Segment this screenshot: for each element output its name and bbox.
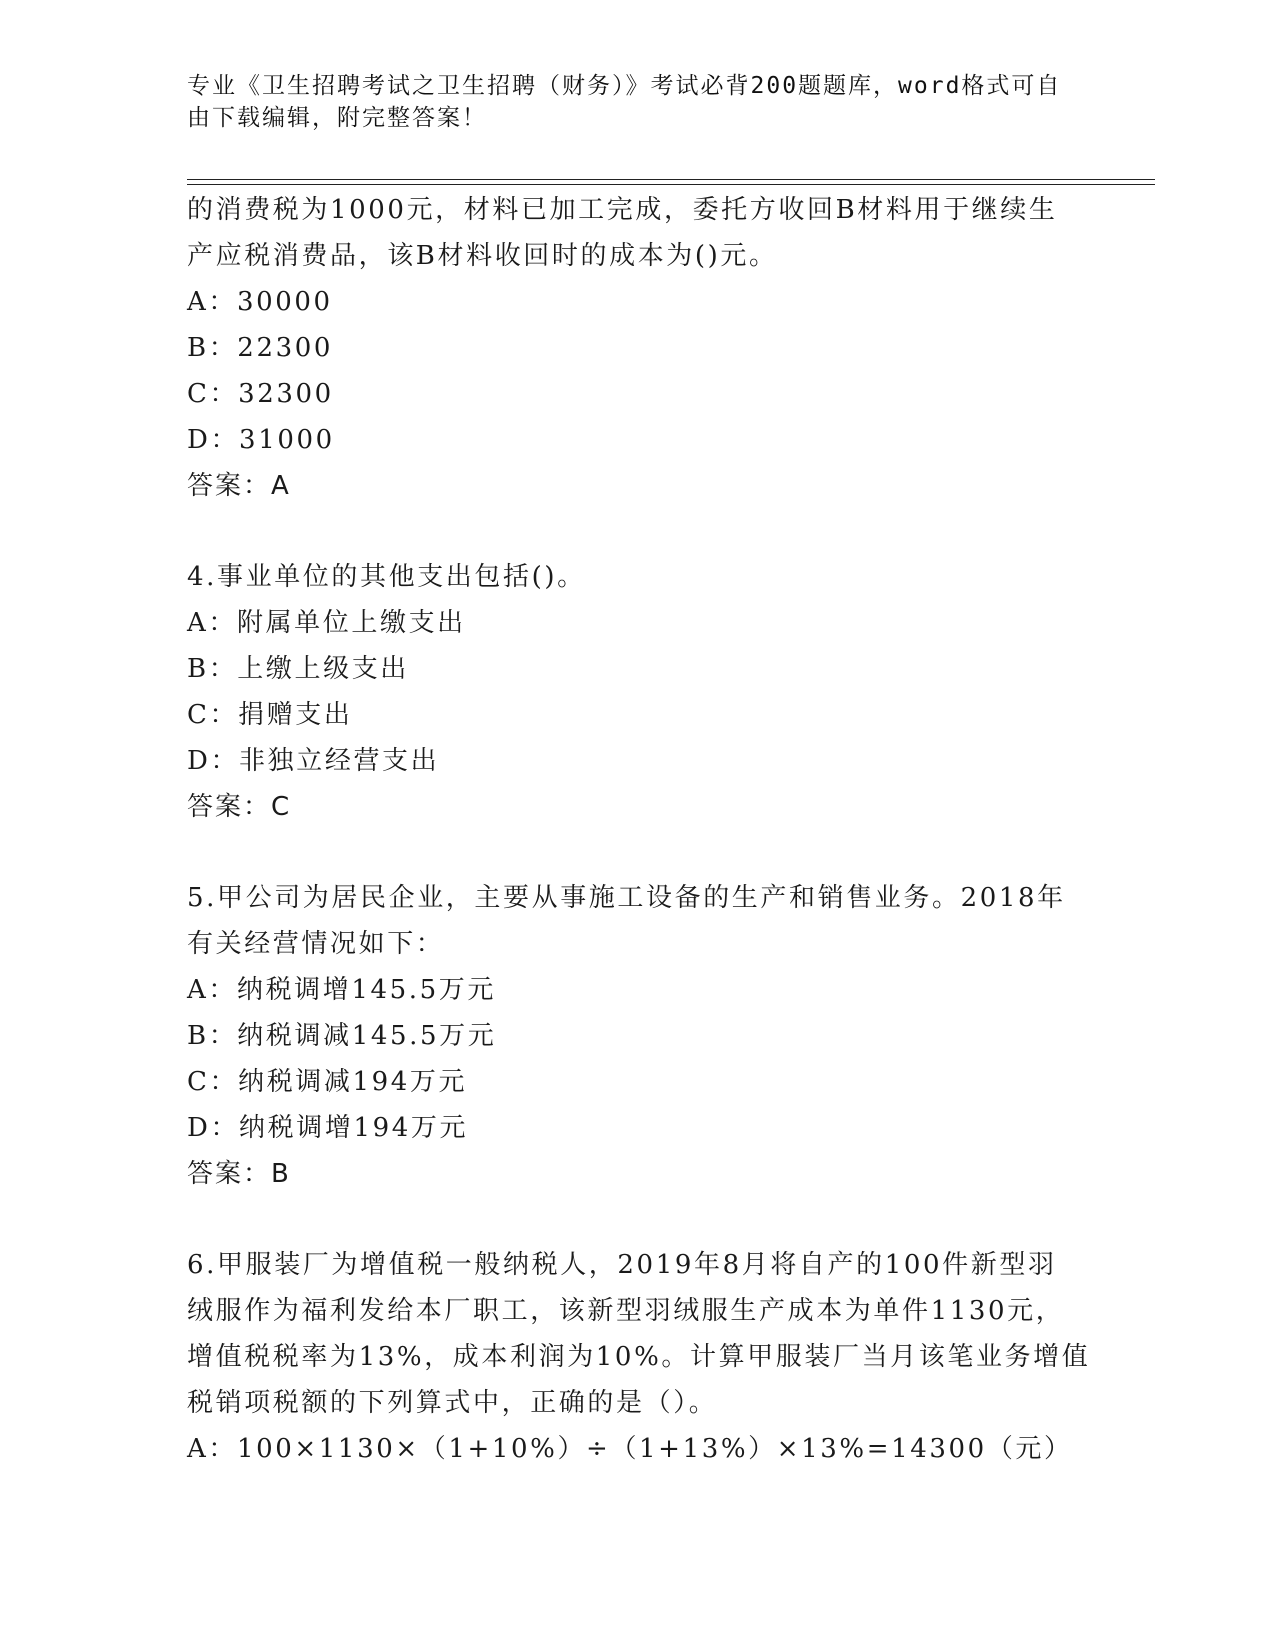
option-d: D：31000: [187, 425, 335, 455]
question-text: 税销项税额的下列算式中，正确的是（）。: [187, 1388, 718, 1418]
question-text: 的消费税为1000元，材料已加工完成，委托方收回B材料用于继续生: [187, 195, 1058, 225]
question-spacer: [187, 509, 1087, 554]
question-4: [187, 554, 1087, 830]
question-text: 绒服作为福利发给本厂职工，该新型羽绒服生产成本为单件1130元，: [187, 1296, 1065, 1326]
option-c: C：捐赠支出: [187, 700, 353, 730]
question-spacer: [187, 830, 1087, 875]
header-divider-bottom: [187, 184, 1155, 185]
option-d: D：非独立经营支出: [187, 746, 440, 776]
question-text: 产应税消费品，该B材料收回时的成本为()元。: [187, 241, 778, 271]
option-a: A：附属单位上缴支出: [187, 608, 466, 638]
option-a: A：30000: [187, 287, 333, 317]
header-title-line-2: 由下载编辑，附完整答案！: [187, 105, 487, 131]
option-a: A：100×1130×（1+10%）÷（1+13%）×13%=14300（元）: [187, 1434, 1073, 1464]
question-spacer: [187, 1197, 1087, 1242]
header-title-line-1: 专业《卫生招聘考试之卫生招聘（财务）》考试必背200题题库，word格式可自: [187, 73, 1062, 99]
answer-label: 答案：C: [187, 792, 292, 822]
option-d: D：纳税调增194万元: [187, 1113, 469, 1143]
question-list: [187, 187, 1091, 1472]
header-divider-top: [187, 179, 1155, 180]
question-text: 5.甲公司为居民企业，主要从事施工设备的生产和销售业务。2018年: [187, 883, 1066, 913]
question-3: [187, 187, 1087, 509]
question-text: 6.甲服装厂为增值税一般纳税人，2019年8月将自产的100件新型羽: [187, 1250, 1057, 1280]
option-c: C：32300: [187, 379, 334, 409]
answer-label: 答案：A: [187, 471, 291, 501]
option-b: B：上缴上级支出: [187, 654, 409, 684]
question-text: 增值税税率为13%，成本利润为10%。计算甲服装厂当月该笔业务增值: [187, 1342, 1091, 1372]
option-b: B：纳税调减145.5万元: [187, 1021, 497, 1051]
option-c: C：纳税调减194万元: [187, 1067, 468, 1097]
question-text: 4.事业单位的其他支出包括()。: [187, 562, 586, 592]
document-header: [187, 70, 1067, 134]
option-b: B：22300: [187, 333, 334, 363]
question-5: [187, 875, 1087, 1197]
question-6: [187, 1242, 1091, 1472]
answer-label: 答案：B: [187, 1159, 291, 1189]
question-text: 有关经营情况如下：: [187, 929, 445, 959]
option-a: A：纳税调增145.5万元: [187, 975, 497, 1005]
